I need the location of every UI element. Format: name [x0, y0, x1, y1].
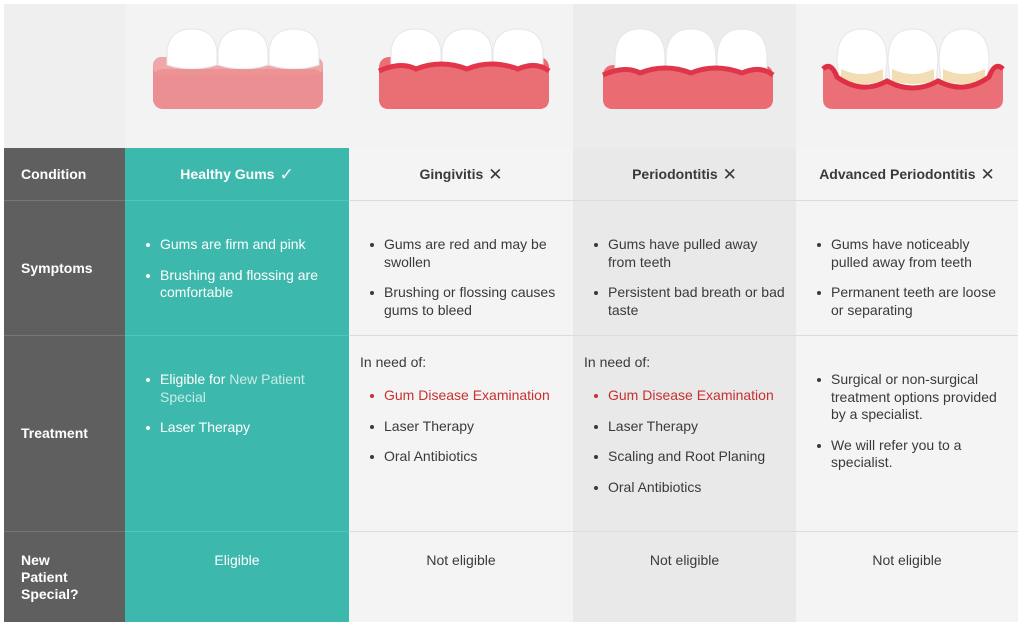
- corner-blank-cell: [4, 4, 125, 148]
- treatment-row-label: Treatment: [21, 425, 88, 441]
- condition-row-label: Condition: [21, 165, 87, 182]
- gingivitis-header-cell: [349, 148, 573, 201]
- list-item: Gums are firm and pink: [136, 236, 339, 254]
- periodontitis-illustration: [573, 4, 796, 148]
- cross-icon: ✕: [980, 164, 995, 184]
- condition-row-label-cell: [4, 148, 125, 201]
- gingivitis-symptoms-cell: [349, 201, 573, 336]
- eligibility-value: Eligible: [214, 552, 260, 568]
- new-patient-special-link[interactable]: New Patient Special: [160, 371, 305, 405]
- cross-icon: ✕: [488, 164, 503, 184]
- list-item: Persistent bad breath or bad taste: [584, 284, 786, 319]
- periodontitis-symptoms-cell: [573, 201, 796, 336]
- advanced-periodontitis-header-cell: [796, 148, 1018, 201]
- periodontitis-title: Periodontitis: [632, 166, 718, 182]
- special-row-label-cell: [4, 532, 125, 622]
- advanced-symptoms-cell: [796, 201, 1018, 336]
- symptoms-row-label-cell: [4, 201, 125, 336]
- list-item: Laser Therapy: [360, 418, 563, 436]
- list-item: Oral Antibiotics: [360, 448, 563, 466]
- in-need-of-label: In need of:: [584, 354, 651, 370]
- advanced-periodontitis-title: Advanced Periodontitis: [819, 166, 976, 182]
- healthy-gums-header-cell: [125, 148, 349, 201]
- gingivitis-special-cell: [349, 532, 573, 622]
- list-item: Brushing or flossing causes gums to bleed: [360, 284, 563, 319]
- healthy-special-cell: [125, 532, 349, 622]
- gum-disease-examination-link[interactable]: Gum Disease Examination: [360, 387, 563, 405]
- list-item: Laser Therapy: [584, 418, 786, 436]
- periodontitis-header-cell: [573, 148, 796, 201]
- list-item: Brushing and flossing are comfortable: [136, 267, 339, 302]
- symptoms-row-label: Symptoms: [21, 259, 93, 276]
- special-row-label: New Patient Special?: [21, 551, 79, 602]
- eligibility-value: Not eligible: [872, 552, 942, 568]
- healthy-treatment-cell: [125, 336, 349, 532]
- cross-icon: ✕: [722, 164, 737, 184]
- list-item: Laser Therapy: [136, 419, 339, 437]
- healthy-gums-illustration: [125, 4, 349, 148]
- periodontitis-treatment-cell: [573, 336, 796, 532]
- eligible-prefix: Eligible for: [160, 371, 230, 387]
- eligibility-value: Not eligible: [426, 552, 496, 568]
- periodontitis-special-cell: [573, 532, 796, 622]
- gingivitis-title: Gingivitis: [419, 166, 484, 182]
- gum-disease-examination-link[interactable]: Gum Disease Examination: [584, 387, 786, 405]
- gingivitis-treatment-cell: [349, 336, 573, 532]
- list-item: We will refer you to a specialist.: [807, 437, 1008, 472]
- healthy-gums-title: Healthy Gums: [180, 166, 275, 182]
- advanced-periodontitis-illustration: [796, 4, 1018, 148]
- list-item: Scaling and Root Planing: [584, 448, 786, 466]
- treatment-row-label-cell: [4, 336, 125, 532]
- list-item: Gums have noticeably pulled away from teeth: [807, 236, 1008, 271]
- list-item: Gums have pulled away from teeth: [584, 236, 786, 271]
- list-item: Surgical or non-surgical treatment options provided by a specialist.: [807, 371, 1008, 424]
- check-icon: ✓: [279, 164, 294, 184]
- advanced-treatment-cell: [796, 336, 1018, 532]
- gum-disease-comparison-table: [4, 4, 1018, 622]
- list-item: Permanent teeth are loose or separating: [807, 284, 1008, 319]
- list-item: Gums are red and may be swollen: [360, 236, 563, 271]
- list-item: Oral Antibiotics: [584, 479, 786, 497]
- in-need-of-label: In need of:: [360, 354, 427, 370]
- healthy-symptoms-cell: [125, 201, 349, 336]
- eligibility-value: Not eligible: [649, 552, 720, 568]
- list-item: [136, 371, 339, 406]
- gingivitis-illustration: [349, 4, 573, 148]
- advanced-special-cell: [796, 532, 1018, 622]
